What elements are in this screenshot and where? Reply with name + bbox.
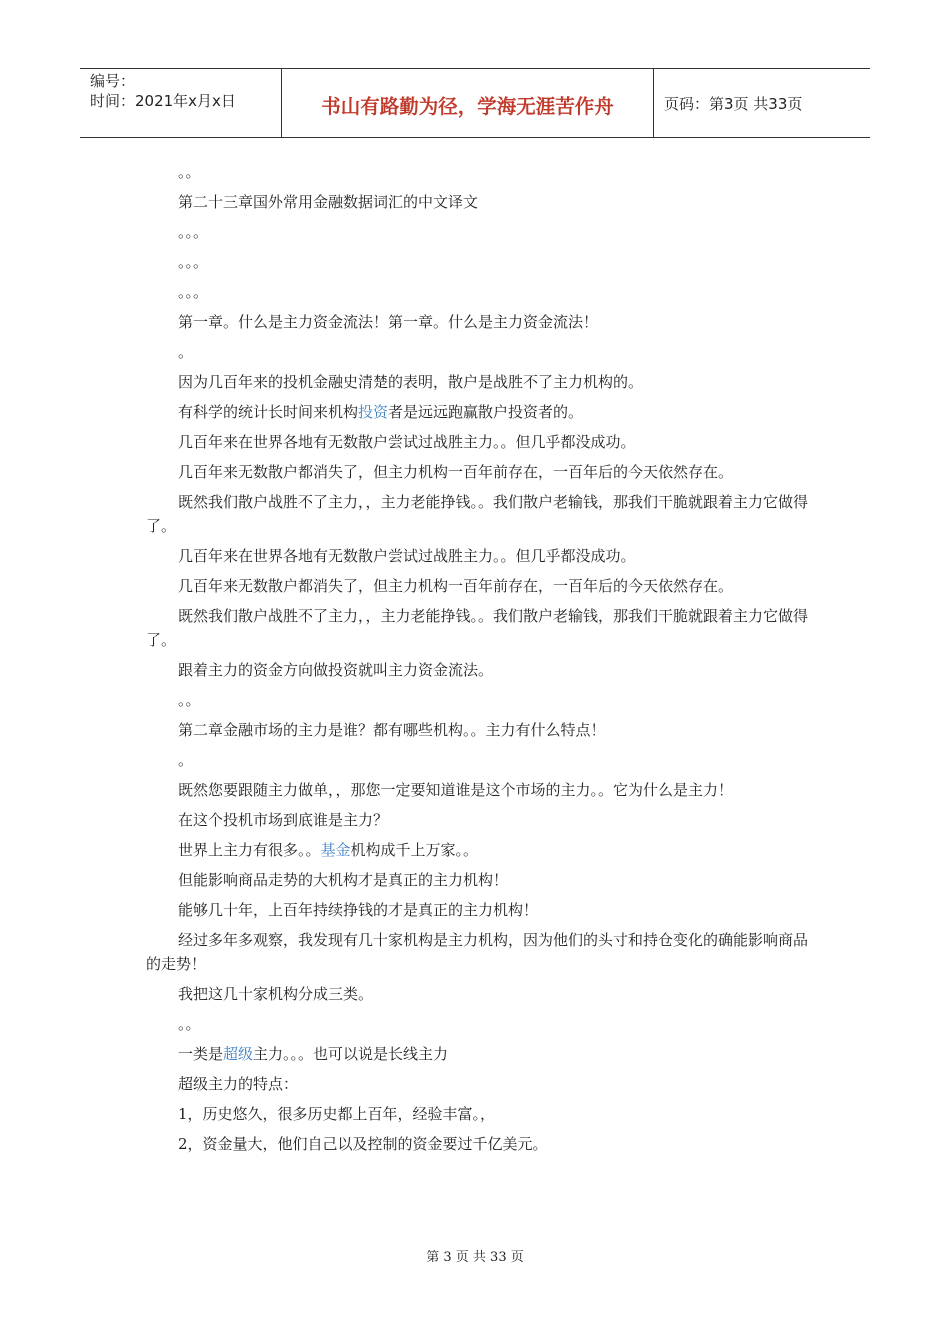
paragraph: 既然我们散户战胜不了主力，，主力老能挣钱。。我们散户老输钱，那我们干脆就跟着主力它做得了。 [146,493,809,535]
text-span: 主力。。。也可以说是长线主力 [253,1045,449,1063]
paragraph [146,1042,810,1066]
paragraph: 因为几百年来的投机金融史清楚的表明，散户是战胜不了主力机构的。 [178,373,644,391]
page-header [80,68,870,138]
list-item: 1，历史悠久，很多历史都上百年，经验丰富。， [178,1105,496,1123]
page-footer: 第 3 页 共 33 页 [426,1250,524,1265]
link-investment[interactable]: 投资 [358,403,389,421]
text-span: 一类是 [178,1045,224,1063]
paragraph: 既然我们散户战胜不了主力，，主力老能挣钱。。我们散户老输钱，那我们干脆就跟着主力它做得了。 [146,607,809,649]
link-super[interactable]: 超级 [223,1045,254,1063]
list-item: 2，资金量大，他们自己以及控制的资金要过千亿美元。 [178,1135,548,1153]
paragraph: 我把这几十家机构分成三类。 [178,985,374,1003]
paragraph: 。。 [178,163,201,181]
paragraph: 。。 [178,1015,201,1033]
paragraph: 但能影响商品走势的大机构才是真正的主力机构！ [178,871,509,889]
paragraph: 超级主力的特点： [178,1075,299,1093]
text-span: 有科学的统计长时间来机构 [178,403,359,421]
paragraph: 几百年来无数散户都消失了，但主力机构一百年前存在，一百年后的今天依然存在。 [178,577,734,595]
paragraph: 。 [178,751,194,769]
paragraph: 几百年来无数散户都消失了，但主力机构一百年前存在，一百年后的今天依然存在。 [178,463,734,481]
paragraph [146,838,810,862]
document-body [146,160,810,1162]
text-span: 世界上主力有很多。。 [178,841,321,859]
date-label: 时间：2021年x月x日 [90,92,236,110]
number-label: 编号： [90,72,136,90]
text-span: 者是远远跑赢散户投资者的。 [388,403,584,421]
paragraph: 几百年来在世界各地有无数散户尝试过战胜主力。。但几乎都没成功。 [178,547,636,565]
paragraph: 。。 [178,691,201,709]
chapter-heading: 第二章金融市场的主力是谁？都有哪些机构。。主力有什么特点！ [178,721,606,739]
paragraph: 跟着主力的资金方向做投资就叫主力资金流法。 [178,661,494,679]
paragraph: 能够几十年，上百年持续挣钱的才是真正的主力机构！ [178,901,539,919]
chapter-heading: 第二十三章国外常用金融数据词汇的中文译文 [178,193,479,211]
paragraph: 。。。 [178,253,209,271]
paragraph: 既然您要跟随主力做单，，那您一定要知道谁是这个市场的主力。。它为什么是主力！ [178,781,734,799]
header-page-label: 页码：第3页 共33页 [664,94,803,113]
paragraph: 几百年来在世界各地有无数散户尝试过战胜主力。。但几乎都没成功。 [178,433,636,451]
link-fund[interactable]: 基金 [320,841,351,859]
paragraph [146,400,810,424]
paragraph: 。。。 [178,283,209,301]
header-meta [80,69,282,137]
text-span: 机构成千上万家。。 [350,841,479,859]
chapter-heading: 第一章。什么是主力资金流法！第一章。什么是主力资金流法！ [178,313,599,331]
paragraph: 。 [178,343,194,361]
paragraph: 在这个投机市场到底谁是主力？ [178,811,389,829]
paragraph: 。。。 [178,223,209,241]
paragraph: 经过多年多观察，我发现有几十家机构是主力机构，因为他们的头寸和持仓变化的确能影响商品的走势！ [146,931,809,973]
header-motto: 书山有路勤为径，学海无涯苦作舟 [282,69,654,137]
